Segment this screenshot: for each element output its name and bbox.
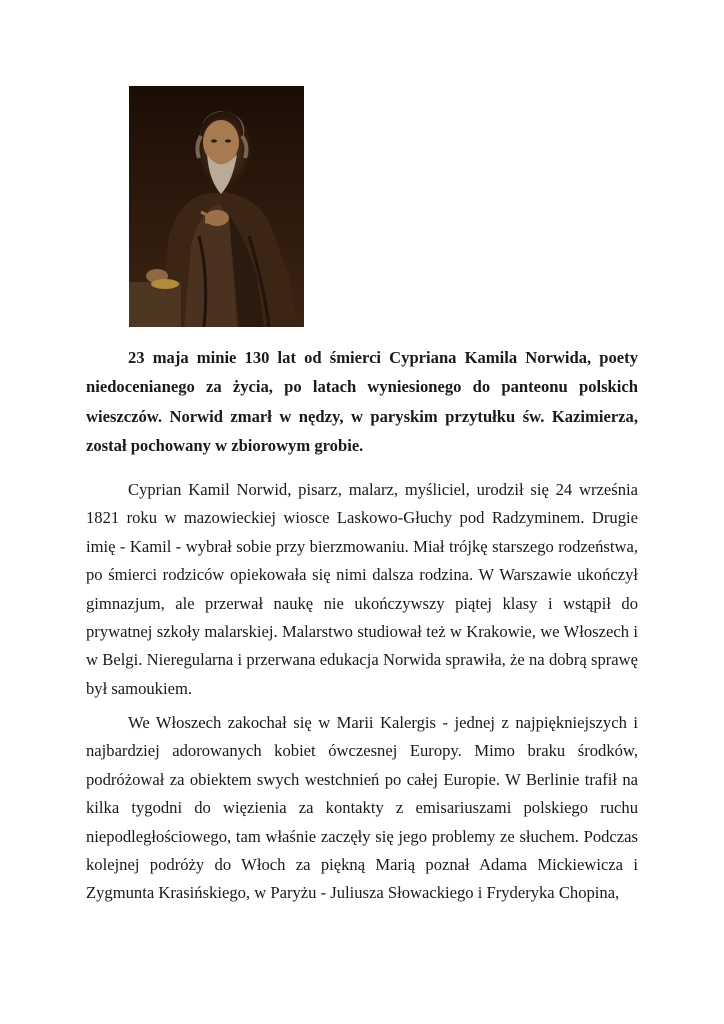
portrait-painting [129, 86, 304, 327]
article-paragraph-2: We Włoszech zakochał się w Marii Kalergis - jednej z najpiękniejszych i najbardziej adorowanych kobiet ówczesnej Europy. Mimo braku środków, podróżował za obiektem swych westchnień po całej Europie. W Berlinie trafił na kilka tygodni do więzienia za kontakty z emisariuszami polskiego ruchu niepodległościowego, tam właśnie zaczęły się jego problemy ze słuchem. Podczas kolejnej podróży do Włoch za piękną Marią poznał Adama Mickiewicza i Zygmunta Krasińskiego, w Paryżu - Juliusza Słowackiego i Fryderyka Chopina, [86, 713, 638, 903]
article-lead: 23 maja minie 130 lat od śmierci Cypriana Kamila Norwida, poety niedocenianego za życia, po latach wyniesionego do panteonu polskich wieszczów. Norwid zmarł w nędzy, w paryskim przytułku św. Kazimierza, został pochowany w zbiorowym grobie. [86, 348, 638, 455]
portrait-illustration [129, 86, 304, 327]
article-paragraph-1: Cyprian Kamil Norwid, pisarz, malarz, myśliciel, urodził się 24 września 1821 roku w mazowieckiej wiosce Laskowo-Głuchy pod Radzyminem. Drugie imię - Kamil - wybrał sobie przy bierzmowaniu. Miał trójkę starszego rodzeństwa, po śmierci rodziców opiekowała się nimi dalsza rodzina. W Warszawie ukończył gimnazjum, ale przerwał naukę nie ukończywszy piątej klasy i wstąpił do prywatnej szkoły malarskiej. Malarstwo studiował też w Krakowie, we Włoszech i w Belgi. Nieregularna i przerwana edukacja Norwida sprawiła, że na dobrą sprawę był samoukiem. [86, 480, 638, 698]
